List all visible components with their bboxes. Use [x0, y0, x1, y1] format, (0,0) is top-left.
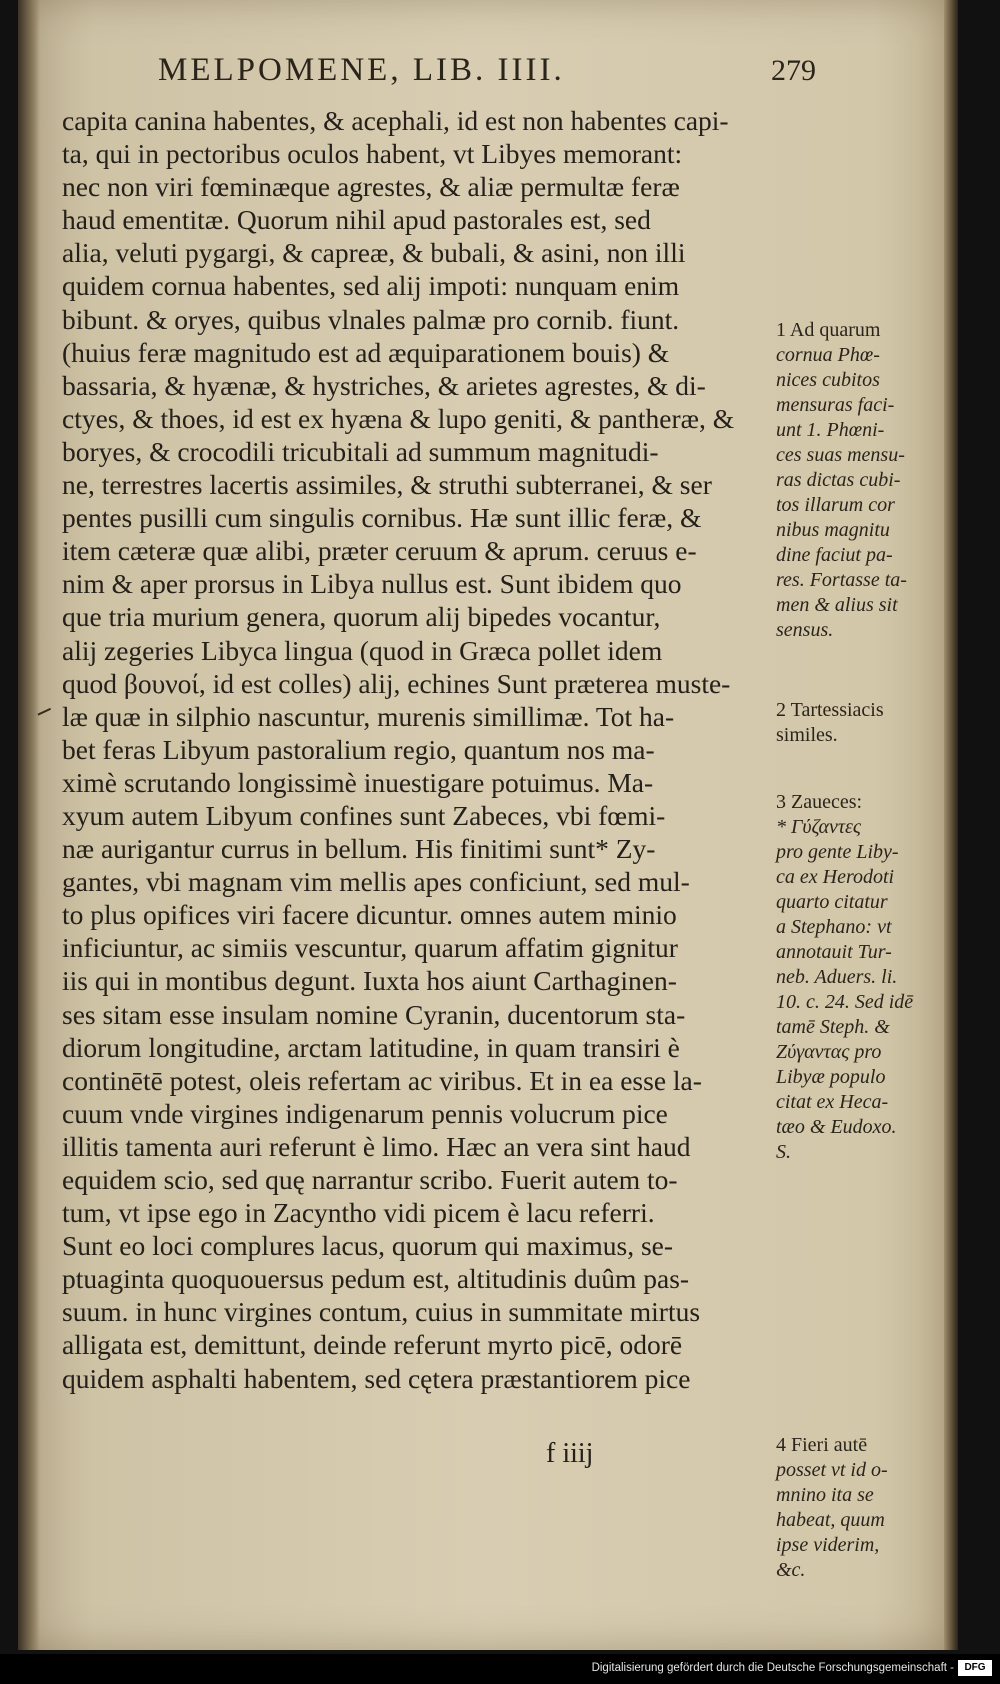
- gutter-shadow: [18, 0, 40, 1650]
- margin-note: [776, 318, 907, 643]
- text-line: ses sitam esse insulam nomine Cyranin, ducentorum sta-: [62, 998, 686, 1030]
- text-line: continētē potest, oleis refertam ac viribus. Et in ea esse la-: [62, 1064, 702, 1096]
- margin-note-line: res. Fortasse ta-: [776, 569, 907, 591]
- signature-mark: f iiij: [546, 1438, 594, 1469]
- margin-note-line: men & alius sit: [776, 594, 898, 616]
- margin-note-line: 1 Ad quarum: [776, 319, 881, 341]
- text-line: læ quæ in silphio nascuntur, murenis simillimæ. Tot ha-: [62, 700, 675, 732]
- margin-note-line: nibus magnitu: [776, 519, 890, 541]
- text-line: nec non viri fœminæque agrestes, & aliæ permultæ feræ: [62, 171, 680, 203]
- text-line: inficiuntur, ac simiis vescuntur, quarum affatim gignitur: [62, 932, 678, 964]
- text-line: alia, veluti pygargi, & capreæ, & bubali, & asini, non illi: [62, 237, 686, 269]
- text-line: ctyes, & thoes, id est ex hyæna & lupo geniti, & pantheræ, &: [62, 402, 735, 434]
- page-header: [136, 48, 816, 100]
- folio-number: 279: [771, 54, 816, 87]
- margin-note-line: nices cubitos: [776, 369, 880, 391]
- text-line: bet feras Libyum pastoralium regio, quantum nos ma-: [62, 733, 655, 765]
- margin-note-line: tamē Steph. &: [776, 1016, 890, 1038]
- margin-note-line: tæo & Eudoxo.: [776, 1116, 897, 1138]
- margin-note: [776, 1433, 888, 1583]
- text-line: bibunt. & oryes, quibus vlnales palmæ pro cornib. fiunt.: [62, 303, 680, 335]
- margin-note-line: tos illarum cor: [776, 494, 895, 516]
- margin-note-line: citat ex Heca-: [776, 1091, 889, 1113]
- text-line: ta, qui in pectoribus oculos habent, vt Libyes memorant:: [62, 138, 683, 170]
- margin-note-line: sensus.: [776, 619, 834, 641]
- margin-note-line: mnino ita se: [776, 1484, 874, 1506]
- text-line: Sunt eo loci complures lacus, quorum qui maximus, se-: [62, 1230, 674, 1262]
- text-line: næ aurigantur currus in bellum. His finitimi sunt* Zy-: [62, 833, 656, 865]
- margin-note-line: 3 Zaueces:: [776, 791, 863, 813]
- text-line: illitis tamenta auri referunt è limo. Hæc an vera sint haud: [62, 1130, 691, 1162]
- margin-note-line: ca ex Herodoti: [776, 866, 895, 888]
- running-head: MELPOMENE, LIB. IIII.: [158, 52, 565, 88]
- text-line: bassaria, & hyænæ, & hystriches, & arietes agrestes, & di-: [62, 369, 706, 401]
- margin-note-line: 4 Fieri autē: [776, 1434, 868, 1456]
- margin-note-line: ces suas mensu-: [776, 444, 905, 466]
- margin-note-line: pro gente Liby-: [776, 841, 899, 863]
- text-line: item cæteræ quæ alibi, præter ceruum & aprum. ceruus e-: [62, 535, 697, 567]
- margin-note-line: unt 1. Phœni-: [776, 419, 885, 441]
- text-line: alij zegeries Libyca lingua (quod in Græca pollet idem: [62, 634, 663, 666]
- book-page: [18, 0, 948, 1650]
- margin-note-line: Ζύγαντας pro: [776, 1041, 882, 1063]
- margin-note-line: Libyæ populo: [776, 1066, 886, 1088]
- margin-note-line: ipse viderim,: [776, 1534, 880, 1556]
- text-line: to plus opifices viri facere dicuntur. omnes autem minio: [62, 899, 677, 931]
- text-line: (huius feræ magnitudo est ad æquiparationem bouis) &: [62, 336, 670, 368]
- text-line: pentes pusilli cum singulis cornibus. Hæ sunt illic feræ, &: [62, 502, 702, 534]
- text-line: iis qui in montibus degunt. Iuxta hos aiunt Carthaginen-: [62, 965, 677, 997]
- text-line: gantes, vbi magnam vim mellis apes conficiunt, sed mul-: [62, 866, 690, 898]
- margin-note-line: dine faciut pa-: [776, 544, 893, 566]
- margin-note-line: mensuras faci-: [776, 394, 895, 416]
- text-line: quod βουνοί, id est colles) alij, echines Sunt præterea muste-: [62, 667, 731, 699]
- footer-credit: Digitalisierung gefördert durch die Deutsche Forschungsgemeinschaft -: [591, 1662, 954, 1674]
- margin-note-line: annotauit Tur-: [776, 941, 892, 963]
- text-line: haud ementitæ. Quorum nihil apud pastorales est, sed: [62, 204, 651, 236]
- text-line: suum. in hunc virgines contum, cuius in summitate mirtus: [62, 1296, 701, 1328]
- margin-note-line: &c.: [776, 1559, 806, 1581]
- dfg-logo-icon: DFG: [958, 1660, 992, 1676]
- text-line: ptuaginta quoquouersus pedum est, altitudinis duûm pas-: [62, 1263, 690, 1295]
- text-line: equidem scio, sed quę narrantur scribo. Fuerit autem to-: [62, 1164, 678, 1195]
- text-line: diorum longitudine, arctam latitudine, in quam transiri è: [62, 1031, 680, 1063]
- margin-note-line: neb. Aduers. li.: [776, 966, 898, 988]
- margin-note: [776, 698, 884, 748]
- text-line: boryes, & crocodili tricubitali ad summum magnitudi-: [62, 435, 659, 467]
- margin-note-line: S.: [776, 1141, 791, 1163]
- margin-note: [776, 790, 913, 1165]
- margin-note-line: 2 Tartessiacis: [776, 699, 884, 721]
- text-line: ximè scrutando longissimè inuestigare potuimus. Ma-: [62, 766, 654, 798]
- margin-note-line: posset vt id o-: [776, 1459, 888, 1481]
- text-line: que tria murium genera, quorum alij bipedes vocantur,: [62, 601, 661, 633]
- text-line: quidem asphalti habentem, sed cętera præstantiorem pice: [62, 1362, 691, 1394]
- text-line: tum, vt ipse ego in Zacyntho vidi picem è lacu referri.: [62, 1197, 655, 1229]
- margin-note-line: cornua Phœ-: [776, 344, 880, 366]
- margin-note-line: 10. c. 24. Sed idē: [776, 991, 914, 1013]
- text-line: nim & aper prorsus in Libya nullus est. Sunt ibidem quo: [62, 568, 682, 600]
- text-line: xyum autem Libyum confines sunt Zabeces, vbi fœmi-: [62, 799, 666, 831]
- margin-note-line: * Γύζαντες: [776, 816, 862, 838]
- digitization-footer: [0, 1654, 1000, 1684]
- margin-note-line: a Stephano: vt: [776, 916, 892, 938]
- margin-note-line: quarto citatur: [776, 891, 888, 913]
- text-line: quidem cornua habentes, sed alij impoti: nunquam enim: [62, 270, 680, 302]
- text-line: alligata est, demittunt, deinde referunt myrto picē, odorē: [62, 1329, 683, 1361]
- page-edge: [944, 0, 958, 1650]
- text-line: cuum vnde virgines indigenarum pennis volucrum pice: [62, 1097, 668, 1129]
- main-text-column: [62, 104, 762, 1395]
- margin-note-line: habeat, quum: [776, 1509, 885, 1531]
- margin-note-line: ras dictas cubi-: [776, 469, 901, 491]
- text-line: ne, terrestres lacertis assimiles, & struthi subterranei, & ser: [62, 469, 712, 501]
- margin-note-line: similes.: [776, 724, 838, 746]
- text-line: capita canina habentes, & acephali, id est non habentes capi-: [62, 105, 729, 136]
